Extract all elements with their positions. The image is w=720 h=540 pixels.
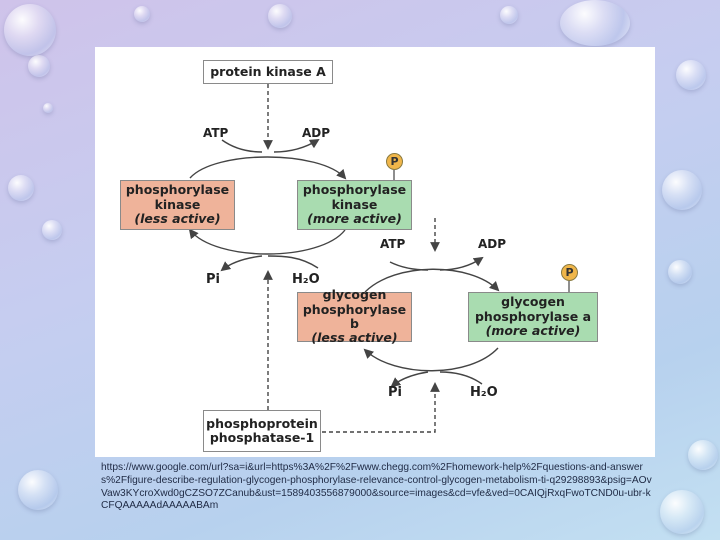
glycogen-a-line3: (more active) bbox=[485, 323, 581, 339]
glycogen-a-line2: phosphorylase a bbox=[474, 308, 592, 324]
glycogen-b-line1: glycogen bbox=[322, 287, 387, 303]
phosphatase-arrow-right bbox=[322, 384, 435, 432]
source-url-caption: https://www.google.com/url?sa=i&url=https%3A%2F%2Fwww.chegg.com%2Fhomework-help%2Fquestions-and-answers%2Ffigure-describe-regulation-glycogen-phosphorylase-relevance-control-glycogen-metabolism-ti-q29298893&psig=AOvVaw3KYcroXwd0gCZSO7ZCanub&ust=1589403556879000&source=images&cd=vfe&ved=0CAIQjRxqFwoTCND0u-ubr-kCFQAAAAAdAAAAABAm bbox=[101, 462, 652, 512]
h2o-label-bottom: H₂O bbox=[470, 385, 498, 400]
h2o-label-left: H₂O bbox=[292, 272, 320, 287]
adp-label-mid: ADP bbox=[478, 237, 507, 251]
glycogen-dephosphorylation-curve bbox=[365, 348, 498, 371]
kinase-less-line2: kinase bbox=[154, 196, 201, 212]
adp-label-top: ADP bbox=[302, 126, 331, 140]
phosphatase-line2: phosphatase-1 bbox=[209, 430, 315, 445]
protein-kinase-a-box bbox=[203, 60, 333, 84]
kinase-less-line1: phosphorylase bbox=[125, 182, 230, 198]
phosphorylase-kinase-more-active-box bbox=[297, 180, 412, 230]
kinase-more-line2: kinase bbox=[331, 196, 378, 212]
atp-label-top: ATP bbox=[203, 126, 229, 140]
phosphate-badge-kinase: P bbox=[386, 153, 403, 170]
pi-label-left bbox=[206, 272, 220, 287]
atp-label-mid: ATP bbox=[380, 237, 406, 251]
phosphatase-line1: phosphoprotein bbox=[206, 415, 318, 431]
glycogen-a-line1: glycogen bbox=[501, 294, 565, 310]
dephosphorylation-curve-top bbox=[190, 230, 345, 254]
glycogen-b-line3: (less active) bbox=[311, 330, 398, 346]
glycogen-b-line2: phosphorylase b bbox=[302, 301, 407, 331]
kinase-less-line3: (less active) bbox=[134, 211, 221, 227]
phosphorylase-kinase-less-active-box bbox=[120, 180, 235, 230]
glycogen-phosphorylase-a-box bbox=[468, 292, 598, 342]
phosphate-badge-glycogen: P bbox=[561, 264, 578, 281]
protein-kinase-a-label: protein kinase A bbox=[210, 63, 326, 79]
glycogen-phosphorylase-b-box bbox=[297, 287, 412, 346]
kinase-more-line1: phosphorylase bbox=[302, 182, 407, 198]
pi-label-bottom: Pi bbox=[388, 385, 402, 400]
pi-left-text: Pi bbox=[206, 272, 220, 287]
kinase-more-line3: (more active) bbox=[307, 211, 402, 227]
phosphorylation-curve bbox=[190, 157, 345, 178]
phosphoprotein-phosphatase-box bbox=[203, 410, 321, 452]
